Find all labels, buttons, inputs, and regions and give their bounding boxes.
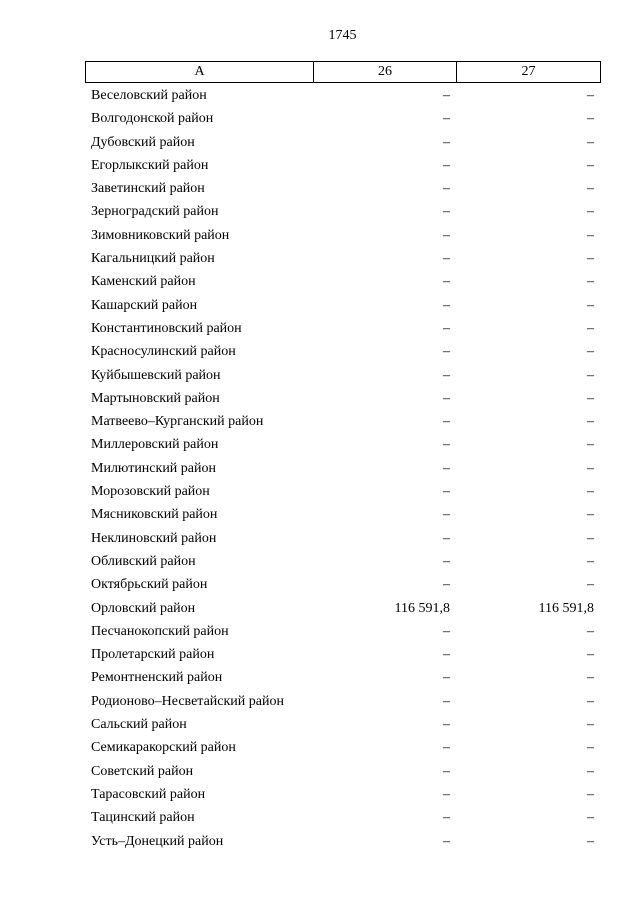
table-row	[0, 806, 640, 829]
table-row	[0, 480, 640, 503]
table-row	[0, 666, 640, 689]
district-name: Семикаракорский район	[91, 740, 236, 756]
value-col-26: –	[443, 786, 450, 802]
table-row	[0, 317, 640, 340]
value-col-26: –	[443, 134, 450, 150]
value-col-27: –	[587, 251, 594, 267]
value-col-27: –	[587, 717, 594, 733]
table-row	[0, 830, 640, 853]
district-name: Пролетарский район	[91, 647, 215, 663]
value-col-27: –	[587, 763, 594, 779]
value-col-26: –	[443, 111, 450, 127]
table-row	[0, 107, 640, 130]
value-col-26: –	[443, 367, 450, 383]
value-col-27: –	[587, 460, 594, 476]
value-col-27: –	[587, 297, 594, 313]
value-col-27: –	[587, 577, 594, 593]
value-col-27: –	[587, 693, 594, 709]
table-row	[0, 783, 640, 806]
value-col-26: –	[443, 414, 450, 430]
value-col-27: –	[587, 274, 594, 290]
value-col-26: –	[443, 833, 450, 849]
table-row	[0, 294, 640, 317]
value-col-26: –	[443, 647, 450, 663]
table-row	[0, 247, 640, 270]
table-row	[0, 364, 640, 387]
table-row	[0, 503, 640, 526]
value-col-27: –	[587, 437, 594, 453]
value-col-26: –	[443, 810, 450, 826]
value-col-26: –	[443, 484, 450, 500]
district-name: Орловский район	[91, 600, 196, 616]
value-col-26: –	[443, 507, 450, 523]
value-col-26: –	[443, 577, 450, 593]
district-name: Октябрьский район	[91, 577, 208, 593]
table-body	[0, 84, 640, 853]
value-col-26: –	[443, 274, 450, 290]
value-col-26: –	[443, 88, 450, 103]
district-name: Неклиновский район	[91, 530, 217, 546]
table-row	[0, 690, 640, 713]
value-col-27: –	[587, 204, 594, 220]
value-col-26: –	[443, 460, 450, 476]
value-col-27: –	[587, 740, 594, 756]
value-col-27: –	[587, 157, 594, 173]
table-row	[0, 573, 640, 596]
value-col-26: –	[443, 763, 450, 779]
value-col-27: –	[587, 553, 594, 569]
value-col-26: –	[443, 717, 450, 733]
value-col-27: –	[587, 88, 594, 103]
table-row	[0, 154, 640, 177]
table-row	[0, 131, 640, 154]
district-name: Матвеево–Курганский район	[91, 414, 264, 430]
value-col-26: –	[443, 437, 450, 453]
table-row	[0, 177, 640, 200]
table-row	[0, 340, 640, 363]
value-col-26: –	[443, 390, 450, 406]
district-name: Родионово–Несветайский район	[91, 693, 284, 709]
table-row	[0, 620, 640, 643]
district-name: Волгодонской район	[91, 111, 214, 127]
district-name: Зимовниковский район	[91, 227, 230, 243]
table-row	[0, 270, 640, 293]
table-row	[0, 643, 640, 666]
value-col-27: –	[587, 647, 594, 663]
value-col-27: –	[587, 670, 594, 686]
table-row	[0, 736, 640, 759]
table-row	[0, 84, 640, 107]
table-header	[85, 61, 601, 83]
district-name: Тацинский район	[91, 810, 195, 826]
value-col-26: –	[443, 320, 450, 336]
district-name: Заветинский район	[91, 181, 205, 197]
value-col-26: –	[443, 157, 450, 173]
value-col-27: –	[587, 227, 594, 243]
value-col-27: –	[587, 623, 594, 639]
district-name: Тарасовский район	[91, 786, 206, 802]
page-number: 1745	[328, 28, 357, 43]
value-col-27: 116 591,8	[538, 600, 594, 616]
value-col-26: –	[443, 251, 450, 267]
table-row	[0, 387, 640, 410]
value-col-27: –	[587, 390, 594, 406]
value-col-27: –	[587, 530, 594, 546]
value-col-27: –	[587, 810, 594, 826]
district-name: Куйбышевский район	[91, 367, 221, 383]
district-name: Усть–Донецкий район	[91, 833, 224, 849]
district-name: Каменский район	[91, 274, 196, 290]
value-col-26: 116 591,8	[394, 600, 450, 616]
district-name: Советский район	[91, 763, 194, 779]
district-name: Мартыновский район	[91, 390, 220, 406]
value-col-26: –	[443, 297, 450, 313]
value-col-27: –	[587, 111, 594, 127]
district-name: Кагальницкий район	[91, 251, 215, 267]
district-name: Песчанокопский район	[91, 623, 229, 639]
district-name: Морозовский район	[91, 484, 210, 500]
district-name: Константиновский район	[91, 320, 242, 336]
table-row	[0, 527, 640, 550]
table-row	[0, 224, 640, 247]
value-col-26: –	[443, 530, 450, 546]
district-name: Кашарский район	[91, 297, 198, 313]
district-name: Сальский район	[91, 717, 187, 733]
header-col-a: А	[86, 62, 314, 83]
table-row	[0, 597, 640, 620]
table-row	[0, 433, 640, 456]
value-col-27: –	[587, 181, 594, 197]
value-col-26: –	[443, 204, 450, 220]
value-col-26: –	[443, 670, 450, 686]
value-col-26: –	[443, 740, 450, 756]
district-name: Егорлыкский район	[91, 157, 209, 173]
table-row	[0, 457, 640, 480]
table-row	[0, 713, 640, 736]
table-row	[0, 410, 640, 433]
value-col-27: –	[587, 833, 594, 849]
district-name: Обливский район	[91, 553, 196, 569]
district-name: Ремонтненский район	[91, 670, 223, 686]
value-col-26: –	[443, 344, 450, 360]
district-name: Милютинский район	[91, 460, 217, 476]
district-name: Красносулинский район	[91, 344, 236, 360]
header-col-26: 26	[314, 62, 457, 83]
district-name: Зерноградский район	[91, 204, 219, 220]
value-col-26: –	[443, 227, 450, 243]
value-col-27: –	[587, 367, 594, 383]
district-name: Миллеровский район	[91, 437, 219, 453]
table-row	[0, 760, 640, 783]
value-col-27: –	[587, 344, 594, 360]
district-name: Дубовский район	[91, 134, 195, 150]
value-col-26: –	[443, 623, 450, 639]
value-col-27: –	[587, 134, 594, 150]
header-col-27: 27	[457, 62, 601, 83]
value-col-27: –	[587, 484, 594, 500]
district-name: Мясниковский район	[91, 507, 218, 523]
value-col-26: –	[443, 181, 450, 197]
table-row	[0, 550, 640, 573]
value-col-27: –	[587, 320, 594, 336]
value-col-27: –	[587, 507, 594, 523]
table-row	[0, 200, 640, 223]
value-col-27: –	[587, 786, 594, 802]
value-col-26: –	[443, 553, 450, 569]
value-col-27: –	[587, 414, 594, 430]
district-name: Веселовский район	[91, 88, 207, 103]
value-col-26: –	[443, 693, 450, 709]
